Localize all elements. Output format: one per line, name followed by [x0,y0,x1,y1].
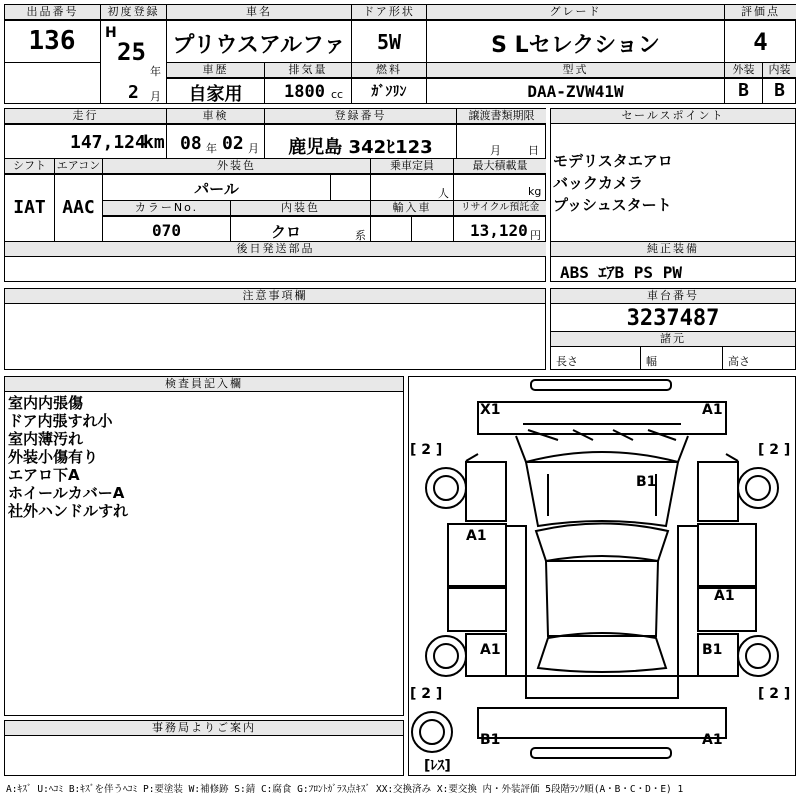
ext-color-label: 外装色 [103,159,370,174]
office-label: 事務局よりご案内 [5,721,403,736]
exterior-label: 外装 [725,63,762,78]
recycle: 13,120 [470,221,528,240]
tire-count-rr: [ 2 ] [758,686,791,702]
capacity-label: 乗車定員 [371,159,453,174]
load-unit: kg [528,185,542,198]
model: DAA-ZVW41W [527,82,624,101]
displacement-label: 排気量 [265,63,351,78]
mark-front-right: A1 [702,402,723,418]
inspector-item: 室内内張傷 [8,394,84,412]
mileage-label: 走行 [5,109,166,124]
mark-right-rear-door: A1 [714,588,735,604]
later-parts-label: 後日発送部品 [5,242,546,257]
equipment-label: 純正装備 [551,242,795,257]
sales-points-label: セールスポイント [551,109,795,124]
insp-year: 08 [180,133,202,154]
width-label: 幅 [646,355,657,368]
model-label: 型式 [427,63,724,78]
mileage-unit: km [143,132,165,153]
inspector-item: ドア内張すれ小 [8,412,113,430]
reg-year: 25 [117,38,146,66]
door-label: ドア形状 [352,5,426,20]
score: 4 [753,28,768,56]
mark-right-rear: B1 [702,642,723,658]
sales-points-list [553,150,673,216]
int-color-label: 内装色 [231,201,370,216]
chassis-number: 3237487 [626,306,720,331]
reg-month-unit: 月 [150,90,161,103]
mark-rear-right: A1 [702,732,723,748]
legend: A:ｷｽﾞ U:ﾍｺﾐ B:ｷｽﾞを伴うﾍｺﾐ P:要塗装 W:補修跡 S:錆 C:腐食 G:ﾌﾛﾝﾄｶﾞﾗｽ点ｷｽﾞ XX:交換済み X:要交換 内・外装評価 5段階ﾗﾝｸ順(A・B・C・D・E) 1 [6,784,684,795]
load-label: 最大積載量 [454,159,546,174]
inspection-label: 車検 [167,109,264,124]
reg-year-unit: 年 [150,65,161,78]
spare-tire: [ﾚｽ] [424,758,451,774]
color-no: 070 [152,221,181,240]
inspector-item: ホイールカバーA [8,484,125,502]
inspector-item: 社外ハンドルすれ [8,502,129,520]
grade-label: グレード [427,5,724,20]
fuel: ｶﾞｿﾘﾝ [371,84,407,100]
lot-no-label: 出品番号 [5,5,100,20]
height-label: 高さ [728,355,750,368]
mark-hood: B1 [636,474,657,490]
history: 自家用 [188,84,243,105]
era: H [105,25,117,41]
car-name-label: 車名 [167,5,351,20]
inspector-item: 外装小傷有り [8,448,99,466]
capacity-unit: 人 [438,187,449,200]
interior-score: B [774,80,785,101]
spec-label: 諸元 [551,332,795,347]
inspector-item: エアロ下A [8,466,80,484]
sales-point-item: プッシュスタート [553,196,672,214]
displacement-unit: cc [331,88,344,101]
transfer-label: 譲渡書類期限 [457,109,546,124]
transfer-month: 月 [490,144,501,157]
transfer-day: 日 [528,144,539,157]
first-reg-label: 初度登録 [101,5,166,20]
insp-month-unit: 月 [248,142,259,155]
car-diagram [408,376,796,776]
reg-month: 2 [128,82,139,103]
plate: 鹿児島 342ﾋ123 [288,137,433,158]
int-color: クロ [270,223,301,241]
car-name: プリウスアルファ [172,33,346,58]
insp-year-unit: 年 [206,142,217,155]
lot-no: 136 [28,26,76,56]
tire-count-fl: [ 2 ] [410,442,443,458]
sales-point-item: モデリスタエアロ [553,152,673,170]
inspector-list [8,394,128,520]
int-color-unit: 系 [355,229,366,242]
mark-left-rear: A1 [480,642,501,658]
door-type: 5W [376,30,402,54]
plate-label: 登録番号 [265,109,456,124]
recycle-unit: 円 [530,229,541,242]
interior-label: 内装 [763,63,796,78]
shift-label: シフト [5,159,54,174]
grade: S Lセレクション [491,33,660,58]
history-label: 車歴 [167,63,264,78]
recycle-label: リサイクル預託金 [454,201,546,216]
tire-count-rl: [ 2 ] [410,686,443,702]
tire-count-fr: [ 2 ] [758,442,791,458]
exterior-score: B [738,80,749,101]
inspector-item: 室内薄汚れ [8,430,84,448]
ext-color: パール [194,180,239,198]
equipment: ABS ｴｱB PS PW [560,263,682,282]
length-label: 長さ [556,355,578,368]
ac: AAC [62,197,95,218]
mark-rear-left: B1 [480,732,501,748]
displacement: 1800 [284,82,325,102]
ac-label: エアコン [56,159,101,172]
color-no-label: カラーNo. [103,201,230,216]
notes-label: 注意事項欄 [5,289,545,304]
mark-left-front-door: A1 [466,528,487,544]
shift: IAT [13,197,46,218]
mark-front-left: X1 [480,402,501,418]
inspector-label: 検査員記入欄 [5,377,403,392]
score-label: 評価点 [725,5,796,20]
fuel-label: 燃料 [352,63,426,78]
sales-point-item: バックカメラ [553,174,644,192]
chassis-label: 車台番号 [551,289,795,304]
insp-month: 02 [222,133,244,154]
import-label: 輸入車 [371,201,453,216]
mileage: 147,124 [70,132,146,153]
